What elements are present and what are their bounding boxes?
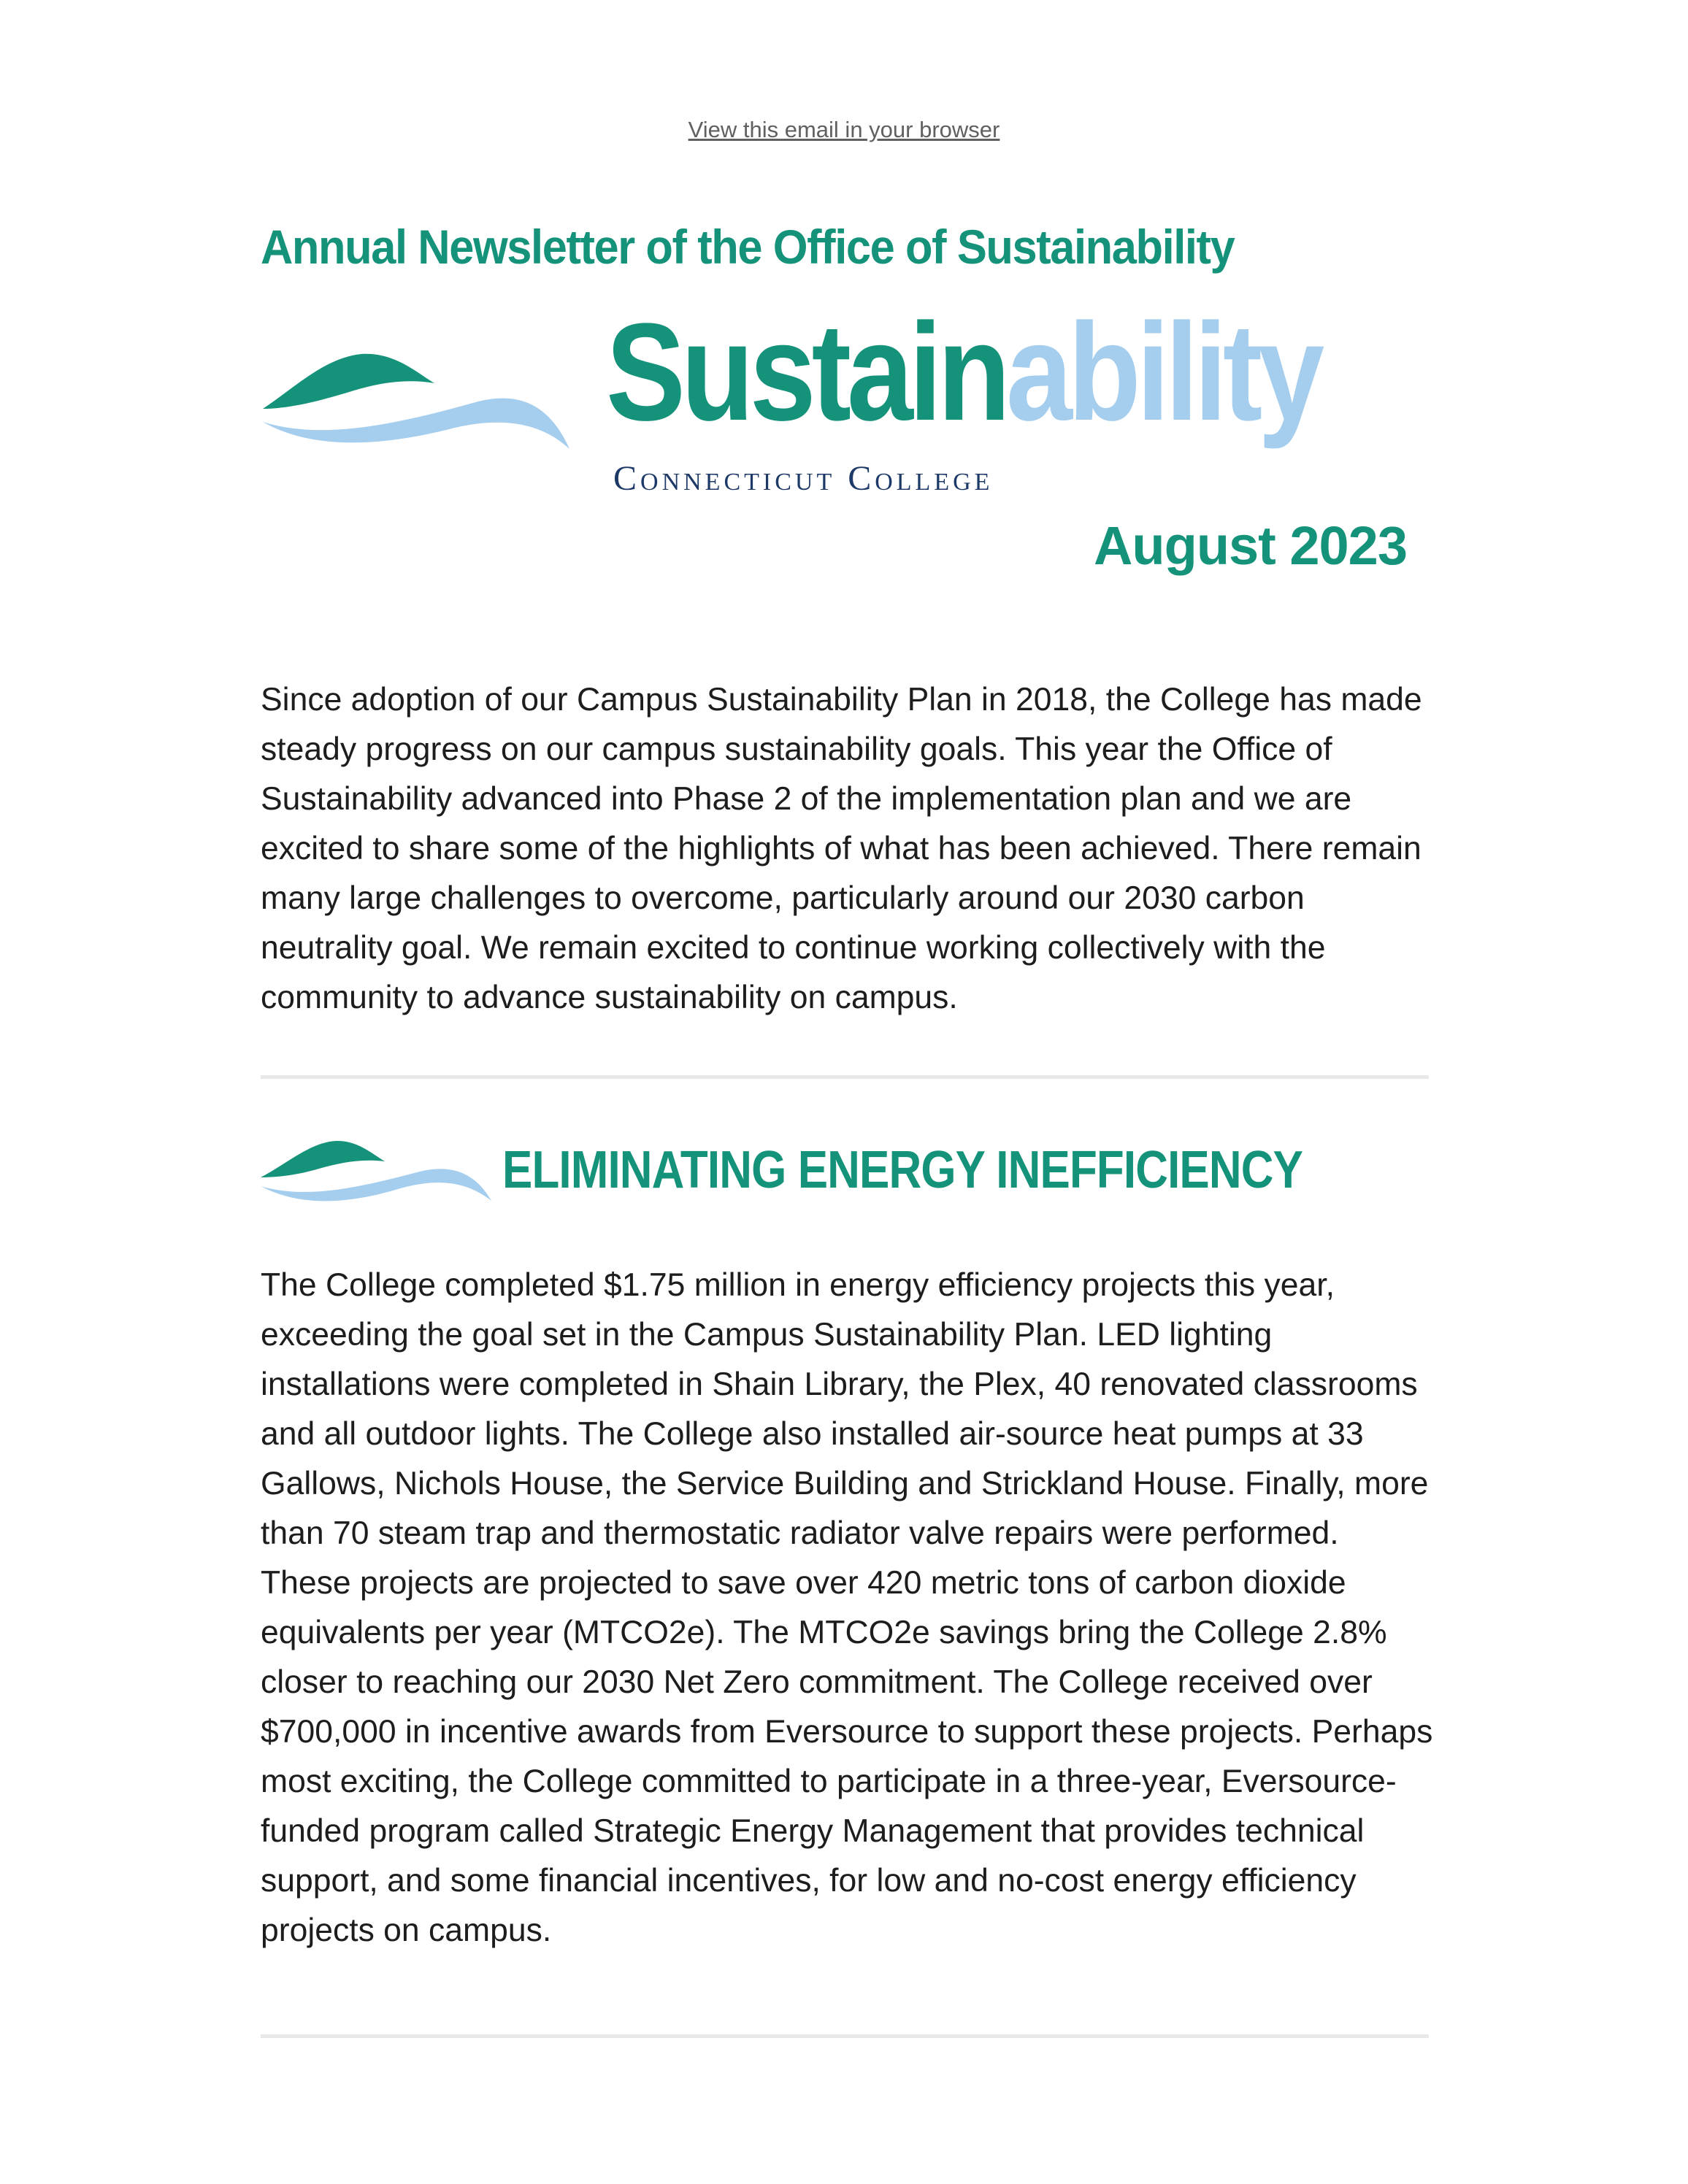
logo-word-ability: ability	[1006, 295, 1321, 450]
section-divider	[261, 2034, 1429, 2038]
section-body-energy: The College completed $1.75 million in energy efficiency projects this year, exceeding the goal set in the Campus Sustainability Plan. LED lighting installations were completed in Shain Library, the Plex, 40 renovated classrooms and all outdoor lights. The College also installed air-source heat pumps at 33 Gallows, Nichols House, the Service Building and Strickland House. Finally, more than 70 steam trap and thermostatic radiator valve repairs were performed. These projects are projected to save over 420 metric tons of carbon dioxide equivalents per year (MTCO2e). The MTCO2e savings bring the College 2.8% closer to reaching our 2030 Net Zero commitment. The College received over $700,000 in incentive awards from Eversource to support these projects. Perhaps most exciting, the College committed to participate in a three-year, Eversource-funded program called Strategic Energy Management that provides technical support, and some financial incentives, for low and no-cost energy efficiency projects on campus.	[261, 1267, 1433, 1948]
view-in-browser-link[interactable]: View this email in your browser	[688, 117, 1000, 142]
wave-logo-icon	[259, 343, 569, 453]
issue-date: August 2023	[1093, 515, 1407, 576]
section-divider	[261, 1075, 1429, 1079]
section-title-energy: ELIMINATING ENERGY INEFFICIENCY	[502, 1141, 1303, 1199]
newsletter-headline: Annual Newsletter of the Office of Sustainability	[261, 220, 1235, 274]
logo-word-sustain: Sustain	[606, 295, 1007, 450]
logo-subtitle: Connecticut College	[613, 459, 994, 498]
wave-section-icon	[259, 1134, 491, 1203]
intro-paragraph: Since adoption of our Campus Sustainability Plan in 2018, the College has made steady progress on our campus sustainability goals. This year the Office of Sustainability advanced into Phase 2 of the implementation plan and we are excited to share some of the highlights of what has been achieved. There remain many large challenges to overcome, particularly around our 2030 carbon neutrality goal. We remain excited to continue working collectively with the community to advance sustainability on campus.	[261, 682, 1422, 1015]
logo-wordmark	[606, 295, 1321, 450]
